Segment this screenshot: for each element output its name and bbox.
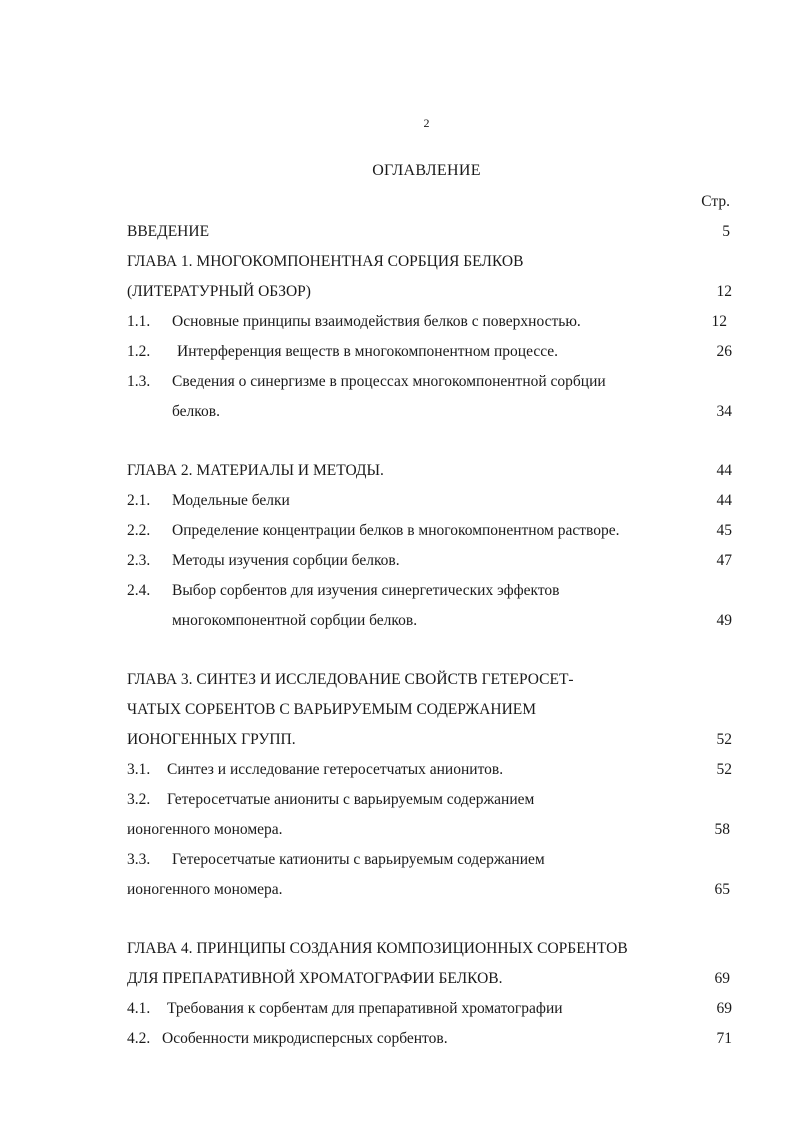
toc-entry-page: 12	[711, 313, 727, 330]
toc-entry-title: ГЛАВА 1. МНОГОКОМПОНЕНТНАЯ СОРБЦИЯ БЕЛКОВ	[127, 253, 524, 270]
toc-entry	[0, 788, 793, 812]
toc-entry	[0, 549, 793, 573]
toc-entry-title: Требования к сорбентам для препаративной хроматографии	[167, 1000, 563, 1017]
toc-entry-number: 1.1.	[127, 313, 151, 330]
toc-entry-number: 2.1.	[127, 492, 151, 509]
toc-entry-number: 3.1.	[127, 761, 151, 778]
toc-entry	[0, 519, 793, 543]
toc-entry	[0, 220, 793, 244]
toc-heading: ОГЛАВЛЕНИЕ	[372, 162, 481, 179]
toc-entry	[0, 400, 793, 424]
toc-entry-number: 2.4.	[127, 582, 151, 599]
toc-entry	[0, 967, 793, 991]
toc-entry-title: Сведения о синергизме в процессах многокомпонентной сорбции	[172, 373, 606, 390]
toc-entry-title: ГЛАВА 2. МАТЕРИАЛЫ И МЕТОДЫ.	[127, 462, 384, 479]
toc-entry-number: 3.2.	[127, 791, 151, 808]
toc-entry-title: ионогенного мономера.	[127, 881, 283, 898]
toc-entry-title: Особенности микродисперсных сорбентов.	[162, 1030, 448, 1047]
toc-entry-number: 2.2.	[127, 522, 151, 539]
toc-entry-page: 45	[716, 522, 732, 539]
toc-entry	[0, 579, 793, 603]
toc-entry	[0, 668, 793, 692]
toc-entry-title: Гетеросетчатые аниониты с варьируемым содержанием	[167, 791, 535, 808]
toc-entry-page: 69	[716, 1000, 732, 1017]
toc-entry	[0, 728, 793, 752]
toc-entry-page: 44	[716, 462, 732, 479]
toc-entry	[0, 310, 793, 334]
page-column-label: Стр.	[701, 193, 730, 210]
toc-entry	[0, 370, 793, 394]
toc-entry-title: ионогенного мономера.	[127, 821, 283, 838]
toc-entry-page: 52	[716, 761, 732, 778]
toc-entry-number: 1.3.	[127, 373, 151, 390]
toc-entry-title: ГЛАВА 3. СИНТЕЗ И ИССЛЕДОВАНИЕ СВОЙСТВ ГЕТЕРОСЕТ-	[127, 671, 574, 688]
toc-entry-page: 49	[716, 612, 732, 629]
toc-entry	[0, 698, 793, 722]
toc-entry-title: ДЛЯ ПРЕПАРАТИВНОЙ ХРОМАТОГРАФИИ БЕЛКОВ.	[127, 970, 503, 987]
toc-entry	[0, 609, 793, 633]
toc-entry	[0, 937, 793, 961]
toc-entry-title: (ЛИТЕРАТУРНЫЙ ОБЗОР)	[127, 283, 311, 300]
page-number: 2	[423, 116, 430, 130]
toc-entry-number: 2.3.	[127, 552, 151, 569]
toc-entry	[0, 818, 793, 842]
toc-entry-number: 3.3.	[127, 851, 151, 868]
toc-entry	[0, 459, 793, 483]
toc-entry-page: 47	[716, 552, 732, 569]
toc-entry-title: Основные принципы взаимодействия белков с поверхностью.	[172, 313, 581, 330]
toc-entry-number: 4.2.	[127, 1030, 151, 1047]
toc-entry	[0, 878, 793, 902]
toc-entry	[0, 489, 793, 513]
toc-entry	[0, 848, 793, 872]
toc-entry-title: ВВЕДЕНИЕ	[127, 223, 210, 240]
toc-entry	[0, 250, 793, 274]
toc-entry-page: 71	[716, 1030, 732, 1047]
toc-entry-title: ГЛАВА 4. ПРИНЦИПЫ СОЗДАНИЯ КОМПОЗИЦИОННЫХ СОРБЕНТОВ	[127, 940, 628, 957]
toc-entry-page: 34	[716, 403, 732, 420]
toc-entry-page: 44	[716, 492, 732, 509]
toc-entry-number: 1.2.	[127, 343, 151, 360]
toc-entry	[0, 280, 793, 304]
toc-entry	[0, 758, 793, 782]
toc-entry-page: 58	[714, 821, 730, 838]
toc-entry-page: 65	[714, 881, 730, 898]
toc-entry-title: Выбор сорбентов для изучения синергетических эффектов	[172, 582, 560, 599]
toc-entry-title: ИОНОГЕННЫХ ГРУПП.	[127, 731, 296, 748]
toc-entry-title: Методы изучения сорбции белков.	[172, 552, 400, 569]
toc-entry-number: 4.1.	[127, 1000, 151, 1017]
toc-entry-page: 26	[716, 343, 732, 360]
toc-entry-title: белков.	[172, 403, 220, 420]
toc-entry-title: Гетеросетчатые катиониты с варьируемым содержанием	[172, 851, 545, 868]
toc-entry-title: Интерференция веществ в многокомпонентном процессе.	[177, 343, 559, 360]
toc-entry-page: 52	[716, 731, 732, 748]
toc-entry	[0, 1027, 793, 1051]
toc-entry-page: 69	[714, 970, 730, 987]
toc-entry-title: ЧАТЫХ СОРБЕНТОВ С ВАРЬИРУЕМЫМ СОДЕРЖАНИЕМ	[127, 701, 537, 718]
toc-entry-page: 12	[716, 283, 732, 300]
toc-entry-title: Определение концентрации белков в многокомпонентном растворе.	[172, 522, 620, 539]
toc-entry-page: 5	[722, 223, 730, 240]
toc-entry-title: Модельные белки	[172, 492, 290, 509]
toc-entry	[0, 340, 793, 364]
toc-entry	[0, 997, 793, 1021]
toc-entry-title: Синтез и исследование гетеросетчатых анионитов.	[167, 761, 504, 778]
toc-entry-title: многокомпонентной сорбции белков.	[172, 612, 418, 629]
